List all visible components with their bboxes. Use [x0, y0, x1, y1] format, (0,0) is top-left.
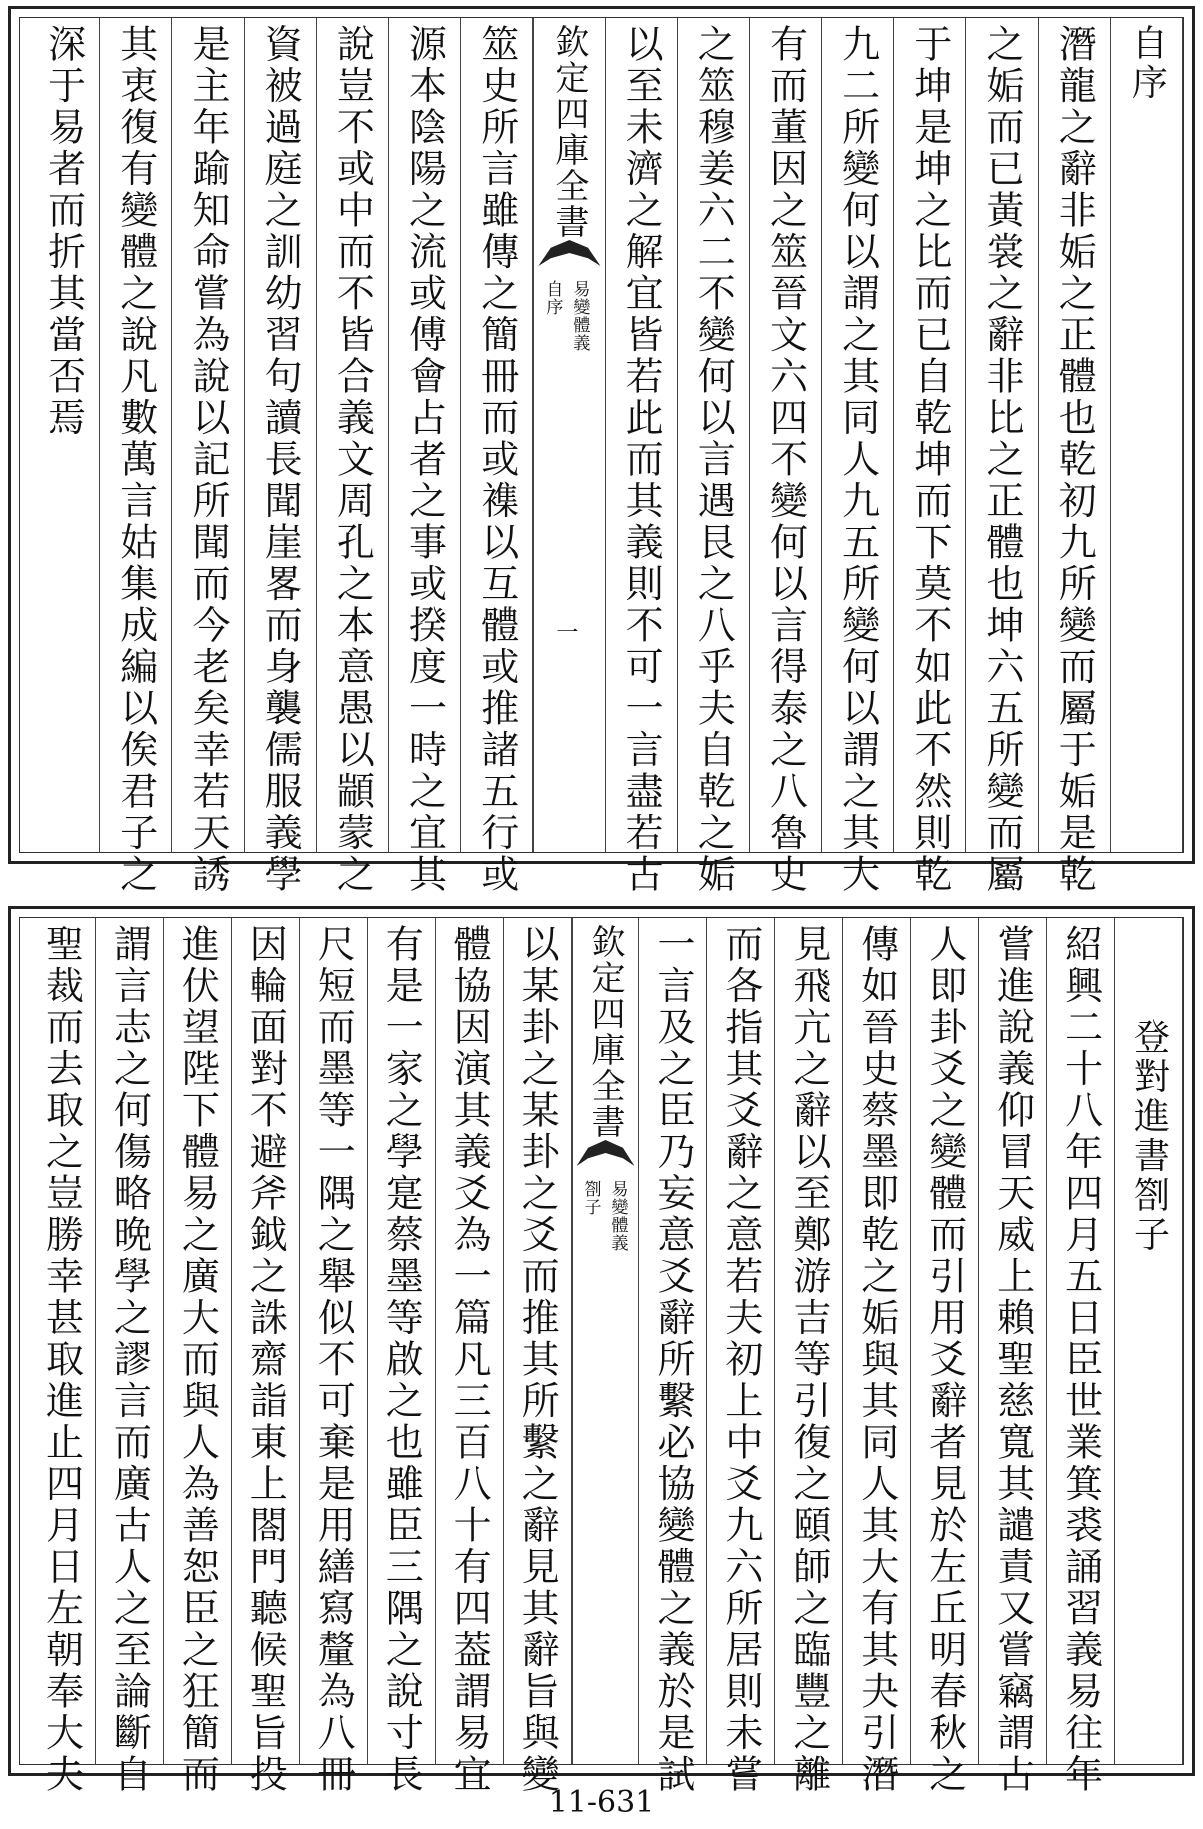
text-column [317, 18, 389, 896]
text-column [966, 18, 1038, 896]
text-line: 聖裁而去取之豈勝幸甚取進止四月日左朝奉大夫 [39, 924, 84, 1796]
text-line: 說豈不或中而不皆合義文周孔之本意愚以顓蒙之 [330, 24, 375, 896]
text-line: 而各指其爻辭之意若夫初上中爻九六所居則未嘗 [718, 924, 763, 1796]
text-column [504, 918, 572, 1796]
band-page-number: 一 [556, 621, 579, 646]
band-section-title: 自序 [542, 280, 563, 316]
text-line: 體協因演其義爻為一篇凡三百八十有四葢謂易宜 [447, 924, 492, 1796]
text-line: 傳如晉史蔡墨即乾之姤與其同人其大有其夬引潛 [854, 924, 899, 1796]
text-line: 潛龍之辭非姤之正體也乾初九所變而屬于姤是乾 [1052, 24, 1097, 896]
text-column [368, 918, 436, 1796]
text-line: 嘗進說義仰冒天威上賴聖慈寬其譴責又嘗竊謂古 [990, 924, 1035, 1796]
top-page [8, 6, 1195, 896]
text-column [28, 18, 100, 852]
text-line: 以某卦之某卦之爻而推其所繫之辭見其辭旨與變 [515, 924, 560, 1796]
text-line: 資被過庭之訓幼習句讀長聞崖畧而身襲儒服義學 [258, 24, 303, 896]
text-column [843, 918, 911, 1796]
bottom-page [8, 906, 1195, 1796]
text-line: 紹興二十八年四月五日臣世業箕裘誦習義易往年 [1058, 924, 1103, 1796]
text-column [172, 18, 244, 896]
text-line: 因輪面對不避斧鉞之誅齋詣東上閤門聽候聖旨投 [243, 924, 288, 1796]
band-book-title: 易變體義 [569, 280, 590, 352]
bottom-page-text-frame [19, 917, 1184, 1796]
text-column [100, 18, 172, 896]
text-line: 于坤是坤之比而已自乾坤而下莫不如此不然則乾 [907, 24, 952, 896]
page-number-footer: 11-631 [548, 1785, 655, 1820]
text-column [911, 918, 979, 1796]
text-column [750, 18, 822, 896]
fishtail-ornament-icon [538, 240, 600, 266]
text-column [436, 918, 504, 1796]
text-column [28, 918, 96, 1796]
fishtail-ornament-icon [577, 1140, 635, 1166]
text-column [606, 18, 678, 896]
text-line: 源本陰陽之流或傅會占者之事或揆度一時之宜其 [402, 24, 447, 896]
band-title: 欽定四庫全書 [548, 24, 589, 240]
heading-column [1111, 18, 1183, 852]
band-title: 欽定四庫全書 [585, 924, 626, 1140]
text-line: 深于易者而折其當否焉 [41, 24, 86, 439]
text-column [822, 18, 894, 896]
text-line: 其衷復有變體之說凡數萬言姑集成編以俟君子之 [113, 24, 158, 896]
band-section-title: 劄子 [580, 1180, 601, 1216]
text-column [979, 918, 1047, 1796]
text-column [96, 918, 164, 1796]
text-line: 尺短而墨等一隅之舉似不可棄是用繕寫釐為八冊 [311, 924, 356, 1796]
text-line: 以至未濟之解宜皆若此而其義則不可一言盡若古 [619, 24, 664, 896]
text-line: 九二所變何以謂之其同人九五所變何以謂之其大 [835, 24, 880, 896]
text-line: 有是一家之學寔蔡墨等啟之也雖臣三隅之說寸長 [379, 924, 424, 1796]
top-page-text-frame [19, 17, 1184, 896]
band-book-title: 易變體義 [607, 1180, 628, 1252]
center-band [572, 918, 640, 1764]
text-column [461, 18, 533, 896]
text-column [775, 918, 843, 1796]
text-column [232, 918, 300, 1796]
text-line: 見飛亢之辭以至鄭游吉等引復之頤師之臨豐之離 [786, 924, 831, 1796]
text-line: 筮史所言雖傳之簡冊而或襍以互體或推諸五行或 [474, 24, 519, 896]
text-line: 之筮穆姜六二不變何以言遇艮之八乎夫自乾之姤 [691, 24, 736, 896]
text-line: 有而董因之筮晉文六四不變何以言得泰之八魯史 [763, 24, 808, 896]
text-column [678, 18, 750, 896]
heading-column [1115, 918, 1183, 1764]
band-subtitle [540, 280, 592, 352]
text-line: 進伏望陛下體易之廣大而與人為善恕臣之狂簡而 [175, 924, 220, 1796]
text-line: 一言及之臣乃妄意爻辭所繫必協變體之義於是試 [650, 924, 695, 1796]
text-column [894, 18, 966, 896]
text-line: 人即卦爻之變體而引用爻辭者見於左丘明春秋之 [922, 924, 967, 1796]
text-line: 是主年踰知命嘗為說以記所聞而今老矣幸若天誘 [185, 24, 230, 896]
text-column [164, 918, 232, 1796]
text-column [245, 18, 317, 896]
text-column [707, 918, 775, 1796]
band-subtitle [579, 1180, 631, 1252]
center-band [533, 18, 605, 852]
text-column [639, 918, 707, 1796]
text-column [389, 18, 461, 896]
text-line: 謂言志之何傷略晩學之謬言而廣古人之至論斷自 [107, 924, 152, 1796]
text-column [1047, 918, 1115, 1796]
section-heading: 自序 [1126, 24, 1168, 103]
section-heading: 登對進書劄子 [1128, 1018, 1170, 1255]
text-column [300, 918, 368, 1796]
text-column [1039, 18, 1111, 896]
text-line: 之姤而已黃裳之辭非比之正體也坤六五所變而屬 [980, 24, 1025, 896]
